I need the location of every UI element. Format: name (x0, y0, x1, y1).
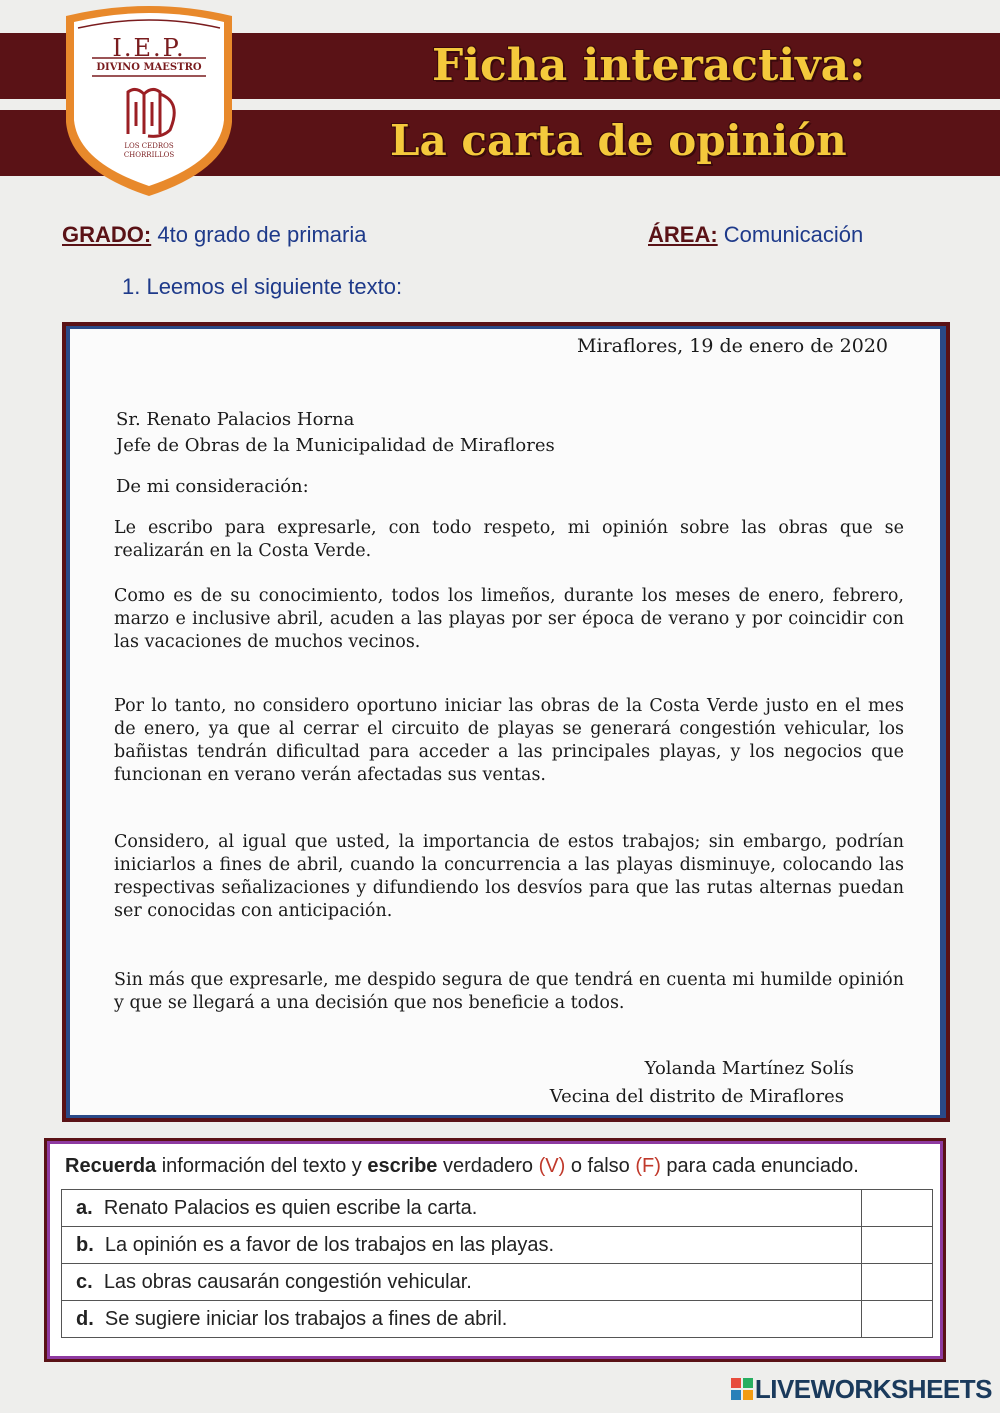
table-row (62, 1190, 933, 1227)
statement-text: La opinión es a favor de los trabajos en las playas. (104, 1233, 555, 1256)
worksheet-subtitle: La carta de opinión (390, 116, 847, 165)
letter-recipient (116, 407, 555, 459)
logo-iep: I.E.P. (112, 34, 186, 62)
worksheet-title: Ficha interactiva: (432, 40, 866, 91)
answer-input-b[interactable] (862, 1227, 936, 1263)
answer-cell[interactable] (862, 1227, 933, 1264)
letter-date: Miraflores, 19 de enero de 2020 (577, 335, 888, 357)
letter-paragraph: Sin más que expresarle, me despido segura de que tendrá en cuenta mi humilde opinión y que se llegará a una decisión que nos beneficie a todos. (114, 970, 904, 1013)
recipient-name: Sr. Renato Palacios Horna (116, 409, 355, 430)
answer-input-a[interactable] (862, 1190, 936, 1226)
true-false-exercise (44, 1138, 946, 1362)
statement-letter: b. (76, 1233, 94, 1256)
letter-frame (62, 322, 950, 1122)
logo-location-2: CHORRILLOS (123, 151, 175, 159)
instr-text-3: o falso (565, 1155, 636, 1177)
answer-input-d[interactable] (862, 1301, 936, 1337)
letter-signature: Yolanda Martínez Solís (644, 1058, 854, 1079)
answer-cell[interactable] (862, 1190, 933, 1227)
logo-location-1: LOS CEDROS (124, 142, 174, 150)
instr-v: (V) (538, 1155, 566, 1177)
area-value: Comunicación (723, 222, 864, 247)
letter-paragraph: Le escribo para expresarle, con todo respeto, mi opinión sobre las obras que se realizarán en la Costa Verde. (114, 518, 904, 561)
instr-text-4: para cada enunciado. (660, 1155, 859, 1177)
letter-signature-role: Vecina del distrito de Miraflores (549, 1086, 844, 1107)
statement-text: Las obras causarán congestión vehicular. (103, 1270, 472, 1293)
grade-label: GRADO: (62, 222, 152, 247)
recipient-title: Jefe de Obras de la Municipalidad de Miraflores (116, 435, 555, 456)
logo-school-name: DIVINO MAESTRO (96, 62, 202, 73)
statement-cell (62, 1301, 862, 1338)
statement-cell (62, 1227, 862, 1264)
table-row (62, 1264, 933, 1301)
statements-table (61, 1189, 933, 1338)
instr-text-2: verdadero (437, 1155, 539, 1177)
statement-cell (62, 1264, 862, 1301)
grade-field (62, 222, 366, 248)
shield-icon (58, 2, 240, 200)
letter-paragraph: Considero, al igual que usted, la importancia de estos trabajos; sin embargo, podrían iniciarlos a fines de abril, cuando la concurrencia a las playas disminuye, colocando las respectivas señalizaciones y difundiendo los desvíos para que las rutas alternas puedan ser conocidas con anticipación. (114, 832, 904, 921)
answer-cell[interactable] (862, 1264, 933, 1301)
statement-text: Se sugiere iniciar los trabajos a fines de abril. (104, 1307, 508, 1330)
reading-instruction: 1. Leemos el siguiente texto: (122, 274, 403, 299)
area-field (648, 222, 863, 248)
table-row (62, 1227, 933, 1264)
liveworksheets-logo-icon (731, 1378, 753, 1400)
brand-text: LIVEWORKSHEETS (754, 1374, 992, 1404)
grade-value: 4to grado de primaria (157, 222, 367, 247)
letter-paragraph: Como es de su conocimiento, todos los limeños, durante los meses de enero, febrero, marzo e inclusive abril, acuden a las playas por ser época de verano y por coincidir con las vacaciones de muchos vecinos. (114, 586, 904, 652)
letter-greeting: De mi consideración: (116, 476, 309, 497)
statement-text: Renato Palacios es quien escribe la carta. (103, 1196, 478, 1219)
letter-paragraph: Por lo tanto, no considero oportuno iniciar las obras de la Costa Verde justo en el mes de enero, ya que al cerrar el circuito de playas se generará congestión vehicular, los bañistas tendrán dificultad para acceder a las principales playas, y los negocios que funcionan en verano verán afectadas sus ventas. (114, 696, 904, 785)
statement-cell (62, 1190, 862, 1227)
statement-letter: d. (76, 1307, 94, 1330)
instr-text-1: información del texto y (156, 1155, 368, 1177)
exercise-instruction (65, 1155, 859, 1178)
statement-letter: a. (76, 1196, 93, 1219)
statement-letter: c. (76, 1270, 93, 1293)
letter-paper (70, 329, 940, 1115)
instr-escribe: escribe (367, 1155, 438, 1177)
answer-cell[interactable] (862, 1301, 933, 1338)
answer-input-c[interactable] (862, 1264, 936, 1300)
area-label: ÁREA: (648, 222, 718, 247)
instr-f: (F) (635, 1155, 661, 1177)
instr-recuerda: Recuerda (65, 1155, 157, 1177)
table-row (62, 1301, 933, 1338)
school-logo (58, 2, 240, 200)
liveworksheets-brand[interactable] (731, 1374, 992, 1405)
